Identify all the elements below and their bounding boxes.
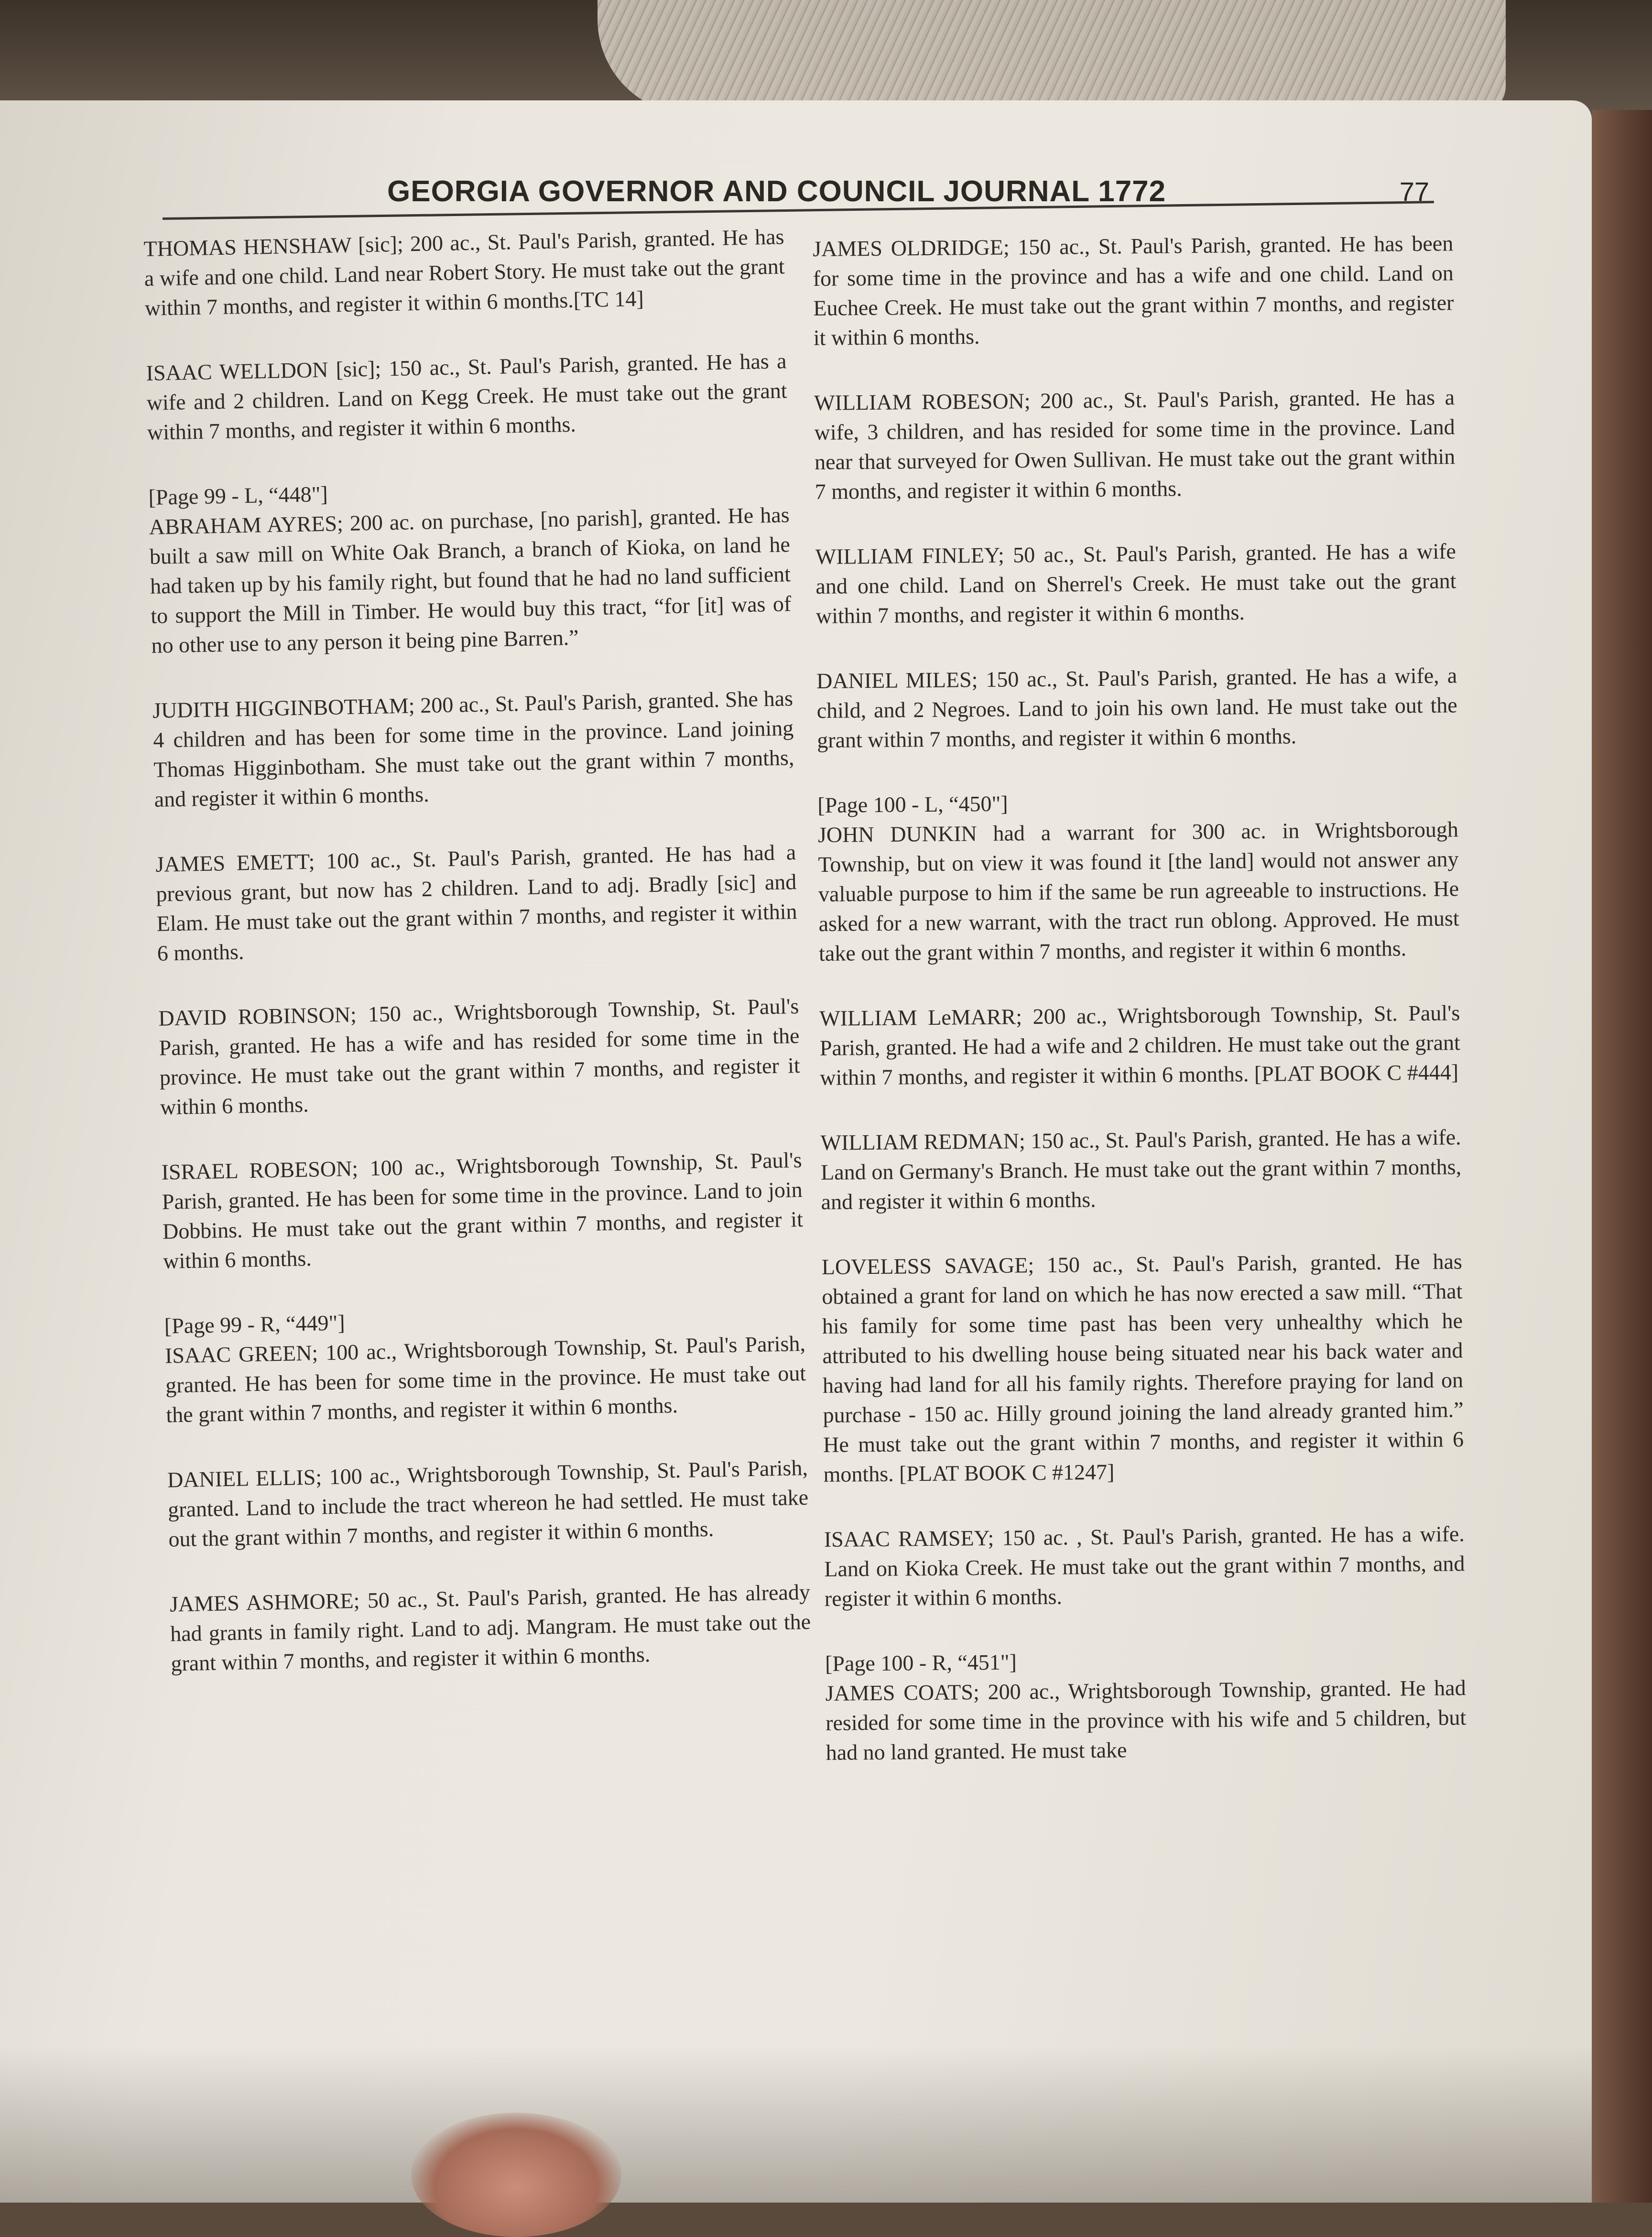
journal-entry: [146, 346, 788, 447]
journal-entry: [819, 998, 1461, 1093]
right-column: [813, 228, 1467, 1803]
entry-text: JAMES COATS; 200 ac., Wrightsborough Township, granted. He had resided for some time in the province with his wife and 5 children, but had no land granted. He must take: [825, 1675, 1467, 1765]
page-reference: [Page 99 - R, “449"]: [164, 1310, 346, 1338]
book-cover-edge: [1592, 110, 1652, 2203]
entry-text: DANIEL ELLIS; 100 ac., Wrightsborough Township, St. Paul's Parish, granted. Land to include the tract whereon he had settled. He must take out the grant within 7 months, and register it within 6 months.: [167, 1455, 809, 1552]
entry-text: ISAAC WELLDON [sic]; 150 ac., St. Paul's Parish, granted. He has a wife and 2 children. Land on Kegg Creek. He must take out the grant within 7 months, and register it within 6 months.: [146, 348, 788, 445]
journal-entry: [152, 684, 795, 814]
page-reference: [Page 99 - L, “448"]: [148, 481, 328, 510]
running-title: GEORGIA GOVERNOR AND COUNCIL JOURNAL 1772: [387, 174, 1166, 208]
entry-text: ISAAC RAMSEY; 150 ac. , St. Paul's Parish, granted. He has a wife. Land on Kioka Creek. He must take out the grant within 7 months, and register it within 6 months.: [824, 1521, 1465, 1611]
entry-text: DAVID ROBINSON; 150 ac., Wrightsborough Township, St. Paul's Parish, granted. He has a wife and has resided for some time in the province. He must take out the grant within 7 months, and register it within 6 months.: [158, 993, 801, 1119]
page-number: 77: [1399, 176, 1429, 206]
journal-entry: [825, 1643, 1467, 1768]
journal-entry: [169, 1577, 811, 1679]
journal-entry: [143, 222, 785, 323]
thumb: [411, 2113, 621, 2237]
journal-entry: [155, 837, 798, 968]
entry-text: JAMES EMETT; 100 ac., St. Paul's Parish, granted. He has had a previous grant, but now has 2 children. Land to adj. Bradly [sic] and Elam. He must take out the grant within 7 months, and register it within 6 months.: [155, 840, 797, 966]
journal-entry: [161, 1145, 804, 1276]
entry-text: WILLIAM LeMARR; 200 ac., Wrightsborough Township, St. Paul's Parish, granted. He had a wife and 2 children. He must take out the grant within 7 months, and register it within 6 months. [PLAT BOOK C #444]: [819, 1000, 1461, 1090]
entry-text: THOMAS HENSHAW [sic]; 200 ac., St. Paul's Parish, granted. He has a wife and one child. Land near Robert Story. He must take out the grant within 7 months, and register it within 6 months.[TC 14]: [143, 224, 785, 320]
journal-entry: [148, 470, 792, 661]
page-header: [387, 170, 1434, 213]
entry-text: JUDITH HIGGINBOTHAM; 200 ac., St. Paul's Parish, granted. She has 4 children and has been for some time in the province. Land joining Thomas Higginbotham. She must take out the grant within 7 months, and register it within 6 months.: [152, 686, 794, 812]
bottom-shadow: [0, 2046, 1592, 2203]
journal-entry: [167, 1453, 809, 1554]
page-reference: [Page 100 - R, “451"]: [825, 1650, 1017, 1676]
entry-text: JOHN DUNKIN had a warrant for 300 ac. in Wrightsborough Township, but on view it was found it [the land] would not answer any valuable purpose to him if the same be run agreeable to instructions. He asked for a new warrant, with the tract run oblong. Approved. He must take out the grant within 7 months, and register it within 6 months.: [817, 817, 1459, 966]
entry-text: ABRAHAM AYRES; 200 ac. on purchase, [no parish], granted. He has built a saw mill on White Oak Branch, a branch of Kioka, on land he had taken up by his family right, but found that he had no land sufficient to support the Mill in Timber. He would buy this tract, “for [it] was of no other use to any person it being pine Barren.”: [149, 502, 792, 658]
journal-entry: [822, 1247, 1464, 1489]
map-fragment: [598, 0, 1506, 115]
entry-text: DANIEL MILES; 150 ac., St. Paul's Parish, granted. He has a wife, a child, and 2 Negroes. Land to join his own land. He must take out the grant within 7 months, and register it within 6 months.: [816, 663, 1457, 752]
journal-entry: [817, 785, 1459, 968]
journal-entry: [813, 228, 1454, 353]
entry-text: JAMES ASHMORE; 50 ac., St. Paul's Parish, granted. He has already had grants in family right. Land to adj. Mangram. He must take out the grant within 7 months, and register it within 6 months.: [169, 1579, 811, 1676]
entry-text: WILLIAM ROBESON; 200 ac., St. Paul's Parish, granted. He has a wife, 3 children, and has resided for some time in the province. Land near that surveyed for Owen Sullivan. He must take out the grant within 7 months, and register it within 6 months.: [814, 385, 1456, 504]
entry-text: LOVELESS SAVAGE; 150 ac., St. Paul's Parish, granted. He has obtained a grant for land on which he has now erected a saw mill. “That his family for some time past has been very unhealthy which he attributed to his dwelling house being situated near his back water and having had land for all his family rights. Therefore praying for land on purchase - 150 ac. Hilly ground joining the land already granted him.” He must take out the grant within 7 months, and register it within 6 months. [PLAT BOOK C #1247]: [821, 1249, 1464, 1487]
journal-entry: [815, 536, 1457, 631]
journal-entry: [814, 382, 1456, 507]
left-column: [143, 222, 812, 1714]
entry-text: ISRAEL ROBESON; 100 ac., Wrightsborough Township, St. Paul's Parish, granted. He has been for some time in the province. Land to join Dobbins. He must take out the grant within 7 months, and register it within 6 months.: [161, 1147, 804, 1273]
journal-entry: [164, 1299, 807, 1430]
page-reference: [Page 100 - L, “450"]: [817, 791, 1008, 817]
journal-entry: [158, 991, 801, 1122]
journal-entry: [824, 1519, 1466, 1614]
entry-text: WILLIAM REDMAN; 150 ac., St. Paul's Parish, granted. He has a wife. Land on Germany's Branch. He must take out the grant within 7 months, and register it within 6 months.: [820, 1125, 1462, 1214]
entry-text: WILLIAM FINLEY; 50 ac., St. Paul's Parish, granted. He has a wife and one child. Land on Sherrel's Creek. He must take out the grant within 7 months, and register it within 6 months.: [815, 539, 1456, 628]
journal-entry: [816, 661, 1458, 755]
journal-entry: [820, 1122, 1462, 1217]
entry-text: ISAAC GREEN; 100 ac., Wrightsborough Township, St. Paul's Parish, granted. He has been for some time in the province. He must take out the grant within 7 months, and register it within 6 months.: [164, 1331, 806, 1427]
entry-text: JAMES OLDRIDGE; 150 ac., St. Paul's Parish, granted. He has been for some time in the province and has a wife and one child. Land on Euchee Creek. He must take out the grant within 7 months, and register it within 6 months.: [813, 231, 1454, 350]
